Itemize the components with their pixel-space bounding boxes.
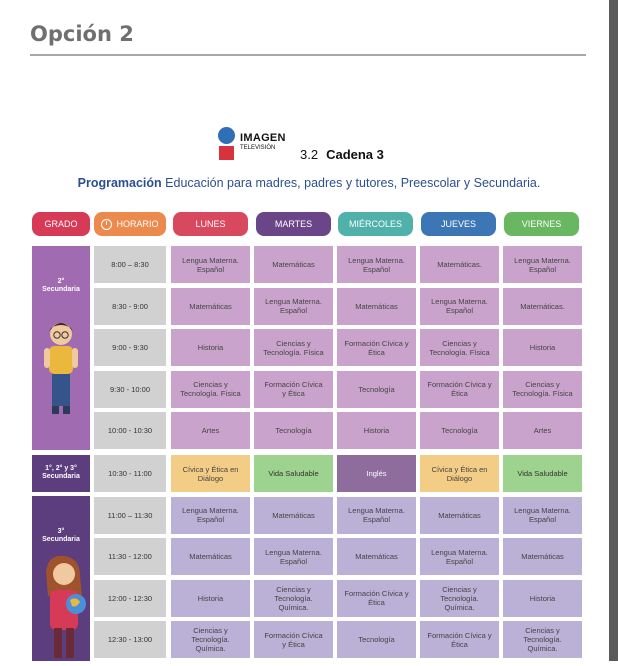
- schedule-cell: Matemáticas: [171, 538, 250, 575]
- header-lunes: LUNES: [173, 212, 248, 236]
- schedule-cell: Vida Saludable: [503, 455, 582, 492]
- schedule-cell: Formación Cívica y Ética: [254, 621, 333, 658]
- group-2-secundaria: [32, 246, 90, 450]
- logo-circle-icon: [218, 127, 235, 144]
- time-slot: 12:00 - 12:30: [94, 580, 166, 617]
- schedule-cell: Lengua Materna. Español: [337, 497, 416, 534]
- schedule-subtitle: [0, 176, 618, 190]
- schedule-cell: Cívica y Ética en Diálogo: [171, 455, 250, 492]
- schedule-cell: Matemáticas: [171, 288, 250, 325]
- schedule-cell: Matemáticas: [337, 538, 416, 575]
- group-all-secundaria: [32, 455, 90, 492]
- time-slot: 9:30 - 10:00: [94, 371, 166, 408]
- schedule-cell: Historia: [337, 412, 416, 449]
- heading-divider: [30, 54, 586, 56]
- group-label: 2° Secundaria: [42, 278, 80, 293]
- schedule-cell: Artes: [171, 412, 250, 449]
- schedule-cell: Lengua Materna. Español: [420, 288, 499, 325]
- schedule-cell: Tecnología: [254, 412, 333, 449]
- schedule-cell: Ciencias y Tecnología. Física: [503, 371, 582, 408]
- schedule-cell: Matemáticas: [254, 497, 333, 534]
- schedule-cell: Lengua Materna. Español: [420, 538, 499, 575]
- schedule-cell: Matemáticas.: [503, 288, 582, 325]
- clock-icon: [101, 219, 112, 230]
- schedule-cell: Formación Cívica y Ética: [420, 371, 499, 408]
- logo-sub: TELEVISIÓN: [240, 145, 276, 151]
- channel-number: 3.2: [300, 147, 319, 162]
- time-slot: 8:00 – 8:30: [94, 246, 166, 283]
- group-label: 1°, 2° y 3° Secundaria: [42, 465, 80, 480]
- channel-name: Cadena 3: [326, 147, 384, 162]
- schedule-cell: Vida Saludable: [254, 455, 333, 492]
- header-horario-label: HORARIO: [116, 219, 159, 229]
- schedule-cell: Lengua Materna. Español: [254, 538, 333, 575]
- header-jueves: JUEVES: [421, 212, 496, 236]
- schedule-cell: Formación Cívica y Ética: [337, 580, 416, 617]
- schedule-cell: Historia: [503, 580, 582, 617]
- time-slot: 9:00 - 9:30: [94, 329, 166, 366]
- schedule-cell: Matemáticas: [254, 246, 333, 283]
- schedule-cell: Ciencias y Tecnología. Química.: [171, 621, 250, 658]
- time-slot: 11:00 – 11:30: [94, 497, 166, 534]
- schedule-cell: Tecnología: [420, 412, 499, 449]
- schedule-cell: Lengua Materna. Español: [254, 288, 333, 325]
- header-grado: GRADO: [32, 212, 90, 236]
- subtitle-bold: Programación: [77, 176, 162, 190]
- subtitle-rest: Educación para madres, padres y tutores, Preescolar y Secundaria.: [161, 176, 541, 190]
- section-heading: Opción 2: [30, 22, 134, 46]
- header-viernes: VIERNES: [504, 212, 579, 236]
- header-miercoles: MIÉRCOLES: [338, 212, 413, 236]
- schedule-cell: Ciencias y Tecnología. Física: [254, 329, 333, 366]
- time-slot: 10:30 - 11:00: [94, 455, 166, 492]
- schedule-cell: Formación Cívica y Ética: [420, 621, 499, 658]
- schedule-cell: Lengua Materna. Español: [503, 497, 582, 534]
- girl-student-illustration: [40, 556, 86, 666]
- boy-student-illustration: [41, 320, 81, 416]
- schedule-cell: Matemáticas: [420, 497, 499, 534]
- header-martes: MARTES: [256, 212, 331, 236]
- schedule-cell: Lengua Materna. Español: [503, 246, 582, 283]
- channel-title: [300, 147, 384, 162]
- logo-brand: IMAGEN: [240, 132, 286, 144]
- schedule-cell: Ciencias y Tecnología. Física: [420, 329, 499, 366]
- schedule-cell: Tecnología: [337, 371, 416, 408]
- group-3-secundaria: [32, 496, 90, 661]
- schedule-cell: Historia: [503, 329, 582, 366]
- time-slot: 11:30 - 12:00: [94, 538, 166, 575]
- schedule-cell: Formación Cívica y Ética: [337, 329, 416, 366]
- time-slot: 10:00 - 10:30: [94, 412, 166, 449]
- schedule-cell: Artes: [503, 412, 582, 449]
- schedule-cell: Historia: [171, 329, 250, 366]
- schedule-cell: Ciencias y Tecnología. Química.: [503, 621, 582, 658]
- schedule-cell: Ciencias y Tecnología. Química.: [254, 580, 333, 617]
- time-slot: 8:30 - 9:00: [94, 288, 166, 325]
- schedule-cell: Matemáticas: [337, 288, 416, 325]
- schedule-cell: Cívica y Ética en Diálogo: [420, 455, 499, 492]
- schedule-cell: Ciencias y Tecnología. Física: [171, 371, 250, 408]
- schedule-cell: Matemáticas.: [420, 246, 499, 283]
- schedule-cell: Inglés: [337, 455, 416, 492]
- schedule-cell: Lengua Materna. Español: [171, 246, 250, 283]
- schedule-cell: Historia: [171, 580, 250, 617]
- logo-square-icon: [219, 146, 234, 160]
- schedule-cell: Lengua Materna. Español: [337, 246, 416, 283]
- group-label: 3° Secundaria: [42, 528, 80, 543]
- header-horario: [94, 212, 166, 236]
- schedule-cell: Ciencias y Tecnología. Química.: [420, 580, 499, 617]
- time-slot: 12:30 - 13:00: [94, 621, 166, 658]
- schedule-cell: Lengua Materna. Español: [171, 497, 250, 534]
- schedule-cell: Tecnología: [337, 621, 416, 658]
- schedule-cell: Matemáticas: [503, 538, 582, 575]
- schedule-cell: Formación Cívica y Ética: [254, 371, 333, 408]
- page-edge-bar: [609, 0, 618, 661]
